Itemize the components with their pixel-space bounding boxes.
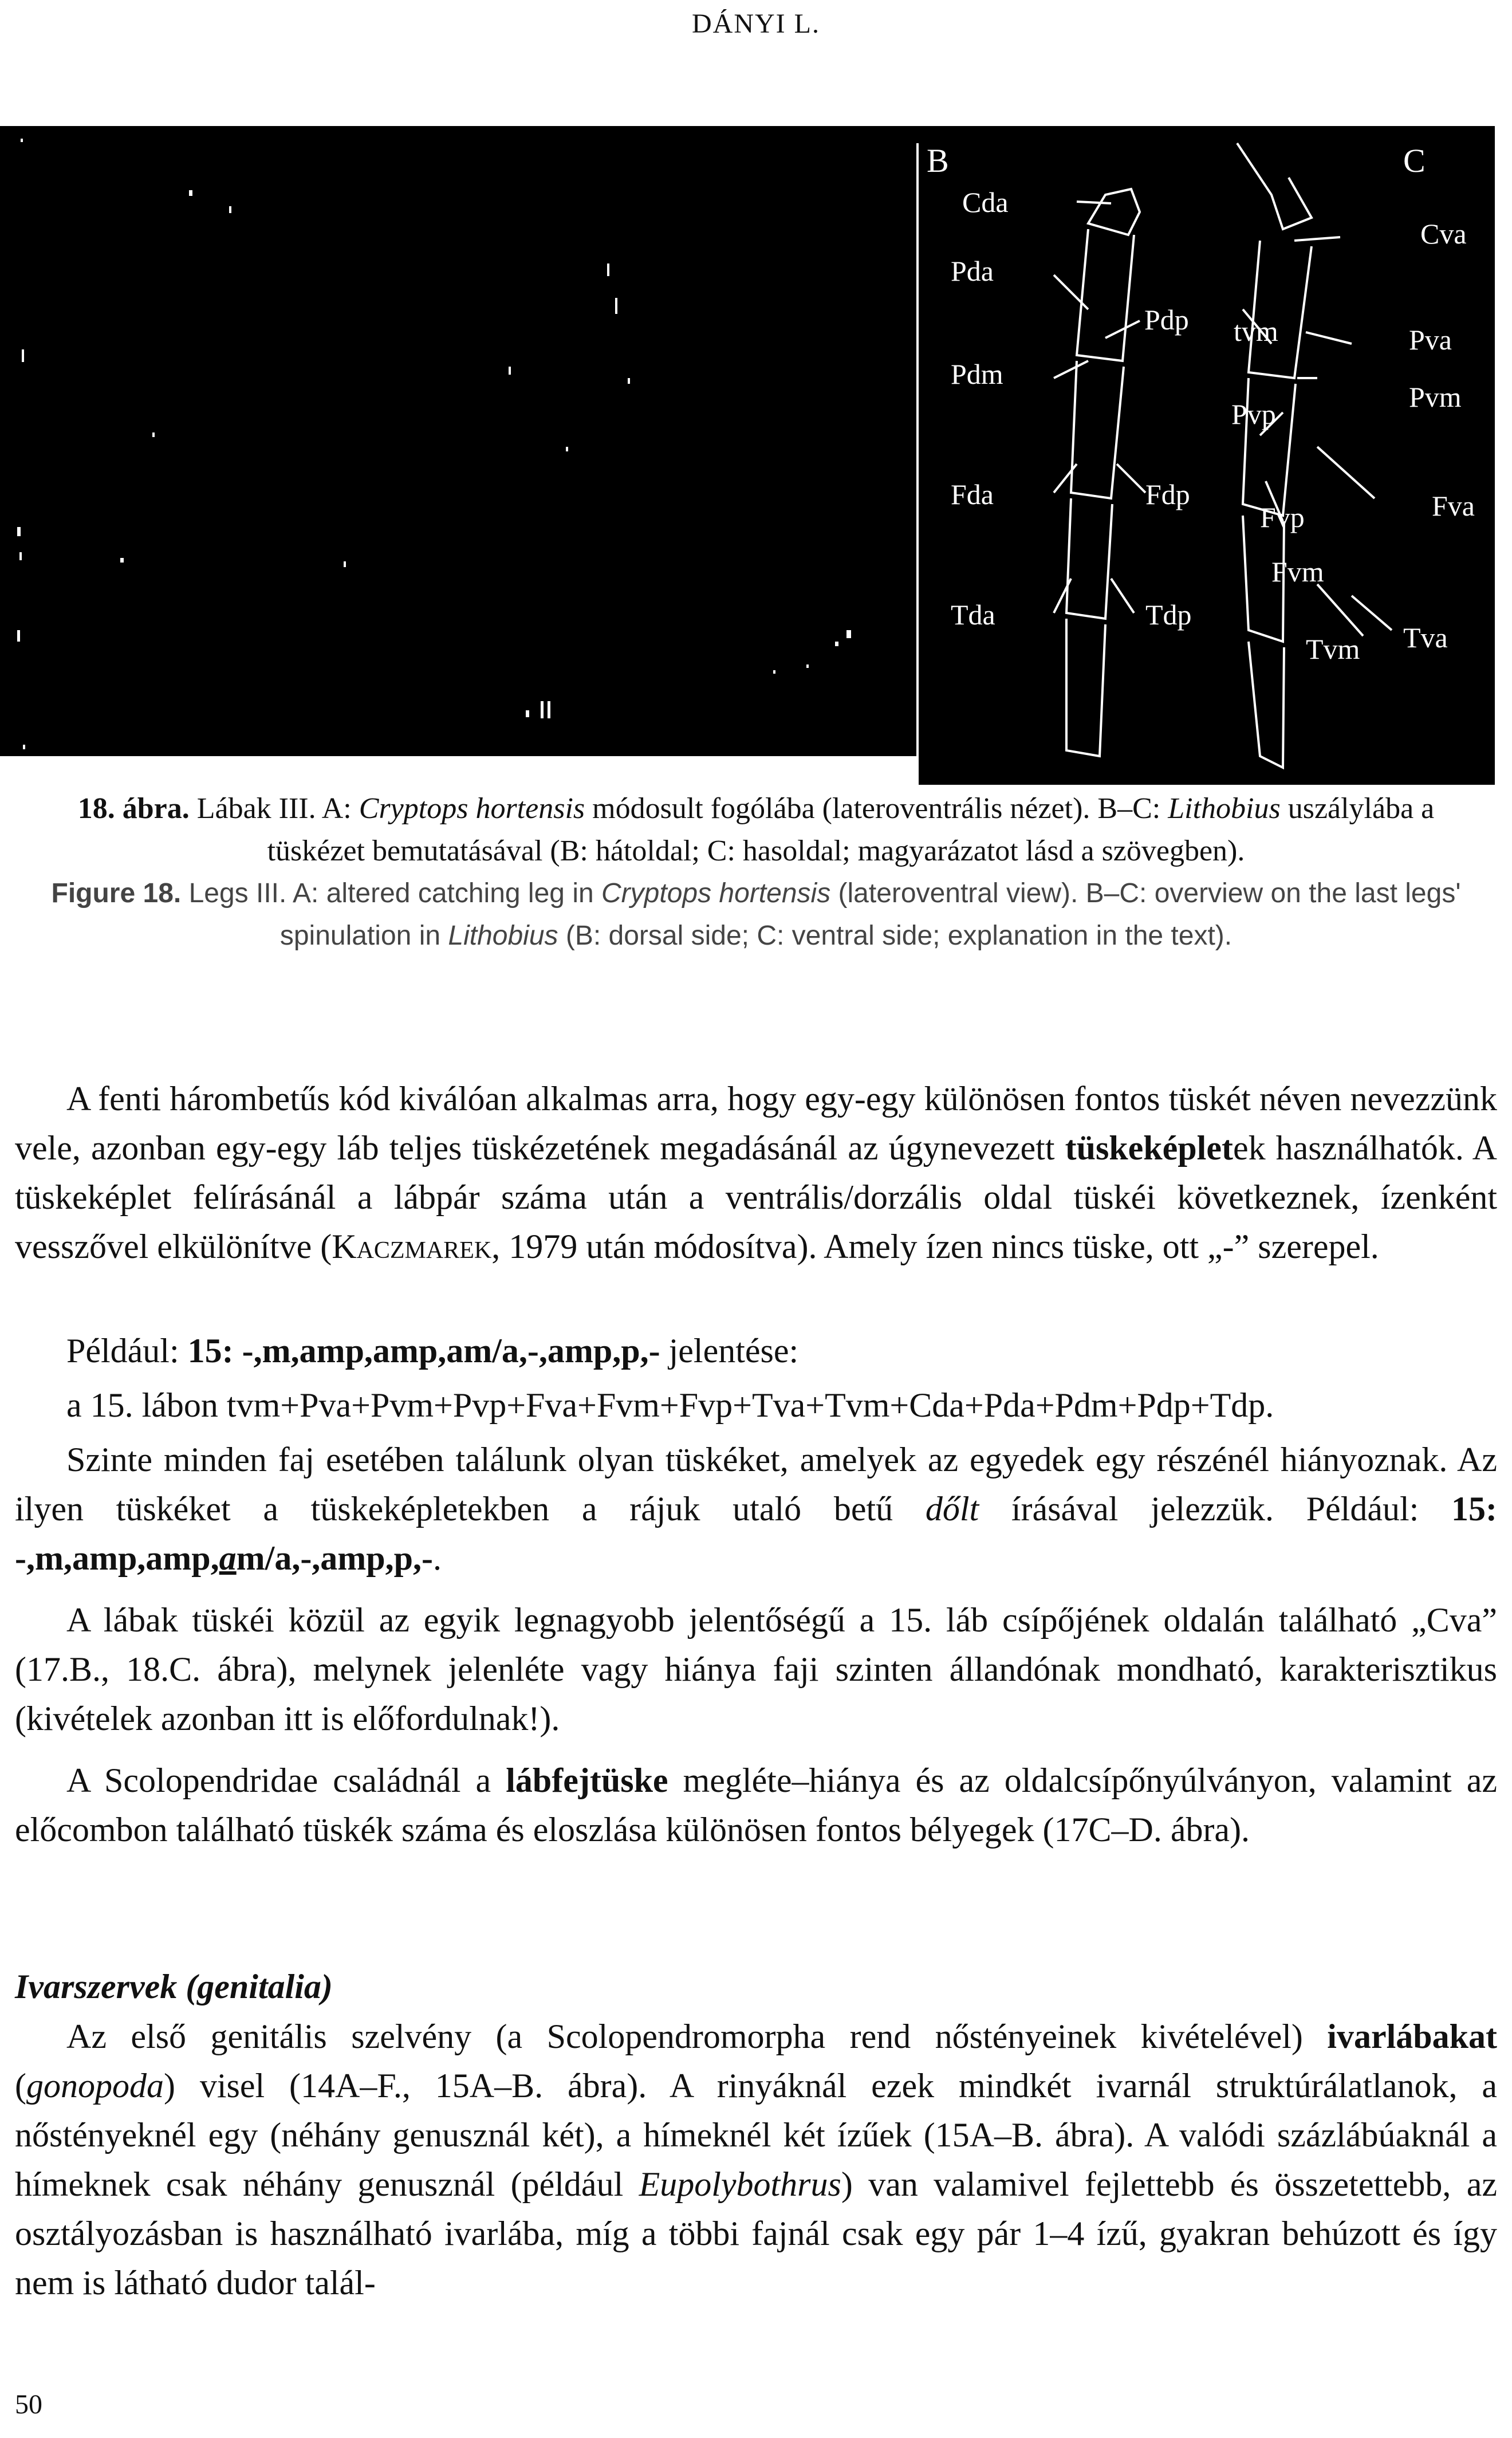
formula-example: 15: -,m,amp,amp,am/a,-,amp,p,- [187,1332,660,1370]
text-run: Például: [66,1332,188,1370]
text-run: ) visel (14A–F., 15A–B. ábra). A rinyáknál ezek mindkét ivarnál struktúrálatlanok, a nőstényeknél egy (néhány genusznál két), a hímeknél két ízűek (15A–B. ábra). A valódi százlábúaknál a hímeknek csak néhány genusznál (például [15,2067,1497,2203]
leg-b-tibia [1066,498,1112,619]
caption-en-text: (lateroventral view). B–C: overview on the last legs' spinulation in [279,878,1461,951]
formula-part: m/a,-,amp,p,- [236,1539,434,1577]
label-fda: Fda [951,478,994,510]
label-pdm: Pdm [951,358,1003,390]
text-run: jelentése: [660,1332,799,1370]
label-pdp: Pdp [1144,304,1189,336]
label-tvm: tvm [1234,315,1278,347]
text-run: A lábak tüskéi közül az egyik legnagyobb jelentőségű a 15. láb csípőjének oldalán található „Cva” (17.B., 18.C. ábra), melynek jelenléte vagy hiánya faji szinten állandónak mondható, karakterisztikus (kivételek azonban itt is előfordulnak!). [15,1601,1497,1737]
label-pda: Pda [951,255,994,287]
caption-hu-text: uszálylába a tüskézet bemutatásával (B: hátoldal; C: hasoldal; magyarázatot lásd a szövegben). [267,792,1435,867]
term-spine-formula: tüskeképlet [1065,1129,1233,1167]
label-cva: Cva [1420,218,1467,250]
label-fdp: Fdp [1145,478,1190,510]
italic-word: dőlt [925,1490,979,1528]
figure-panel-a [0,126,916,756]
caption-hu-species: Cryptops hortensis [359,792,585,825]
caption-hu-text: Lábak III. A: [189,792,359,825]
paragraph-cva [15,1595,1497,1743]
figure-caption-hungarian [34,788,1478,872]
text-run: Szinte minden faj esetében találunk olyan tüskéket, amelyek az egyedek egy részénél hiányoznak. Az ilyen tüskéket a tüskeképletekben a rájuk utaló betű [15,1441,1497,1528]
paragraph-scolopendridae [15,1756,1497,1854]
label-fvp: Fvp [1260,501,1305,533]
leg-c-tarsus [1249,642,1284,768]
label-tva: Tva [1403,622,1448,654]
caption-hu-label: 18. ábra. [77,792,190,825]
label-fvm: Fvm [1271,556,1324,588]
paragraph-example [15,1326,1497,1375]
paragraph-missing-spines [15,1435,1497,1583]
panel-b-letter: B [927,142,949,179]
paragraph-genitalia [15,2012,1497,2307]
figure-a-specks [17,139,851,749]
paragraph-meaning [15,1381,1497,1430]
running-head: DÁNYI L. [692,9,820,39]
leg-c-prefemur [1249,241,1312,378]
term-gonopods: ivarlábakat [1327,2018,1497,2055]
figure-caption-english [34,872,1478,957]
leg-c-coxa [1237,143,1312,229]
text-run: a 15. lábon tvm+Pva+Pvm+Pvp+Fva+Fvm+Fvp+Tva+Tvm+Cda+Pda+Pdm+Pdp+Tdp. [66,1386,1274,1424]
text-run: . [433,1539,442,1577]
caption-hu-genus: Lithobius [1168,792,1281,825]
text-run: írásával jelezzük. Például: [979,1490,1452,1528]
leg-b-femur [1071,361,1124,498]
section-heading: Ivarszervek (genitalia) [15,1968,333,2006]
text-run: A Scolopendridae családnál a [66,1761,506,1799]
text-run: , 1979 után módosítva). Amely ízen nincs tüske, ott „-” szerepel. [491,1228,1379,1265]
label-tvm-upper: Tvm [1306,633,1360,665]
caption-hu-text: módosult fogólába (lateroventrális nézet). B–C: [585,792,1168,825]
label-fva: Fva [1432,490,1475,522]
text-run: Az első genitális szelvény (a Scolopendromorpha rend nőstényeinek kivételével) [66,2018,1328,2055]
label-tda: Tda [951,599,995,631]
formula-part: 15: -,m,amp,amp, [15,1490,1497,1577]
label-pvm: Pvm [1409,381,1462,413]
text-run: ek használhatók. A tüskeképlet felírásánál a lábpár száma után a ventrális/dorzális oldal tüskéi következnek, ízenként vesszővel elkülönítve ( [15,1129,1497,1265]
label-tdp: Tdp [1145,599,1192,631]
formula-italic-letter: a [219,1539,237,1577]
caption-en-genus: Lithobius [448,921,558,951]
text-run: megléte–hiánya és az oldalcsípőnyúlványon, valamint az előcombon található tüskék száma és eloszlása különösen fontos bélyegek (17C–D. ábra). [15,1761,1498,1849]
leg-b-tarsus [1066,619,1105,756]
caption-en-species: Cryptops hortensis [601,878,831,909]
figure-panel-bc [916,126,1495,785]
leg-b-coxa [1088,189,1140,235]
label-cda: Cda [962,186,1009,218]
term-tarsal-spine: lábfejtüske [506,1761,668,1799]
label-pva: Pva [1409,324,1452,356]
caption-en-text: (B: dorsal side; C: ventral side; explanation in the text). [558,921,1233,951]
author-citation: Kaczmarek [332,1228,492,1265]
page-number: 50 [15,2389,42,2420]
caption-en-text: Legs III. A: altered catching leg in [181,878,602,909]
text-run: ( [15,2067,26,2105]
paragraph-spine-code [15,1074,1497,1271]
term-gonopoda-latin: gonopoda [26,2067,164,2105]
leg-b-prefemur [1077,229,1134,361]
genus-eupolybothrus: Eupolybothrus [639,2165,841,2203]
text-run: A fenti hárombetűs kód kiválóan alkalmas arra, hogy egy-egy különösen fontos tüskét néven nevezzünk vele, azonban egy-egy láb teljes tüskézetének megadásánál az úgynevezett [15,1080,1497,1167]
text-run: ) van valamivel fejlettebb és összetettebb, az osztályozásban is használható ivarlába, míg a többi fajnál csak egy pár 1–4 ízű, gyakran behúzott és így nem is látható dudor talál- [15,2165,1498,2302]
panel-c-letter: C [1403,142,1426,179]
caption-en-label: Figure 18. [51,878,182,909]
label-pvp: Pvp [1231,398,1276,430]
